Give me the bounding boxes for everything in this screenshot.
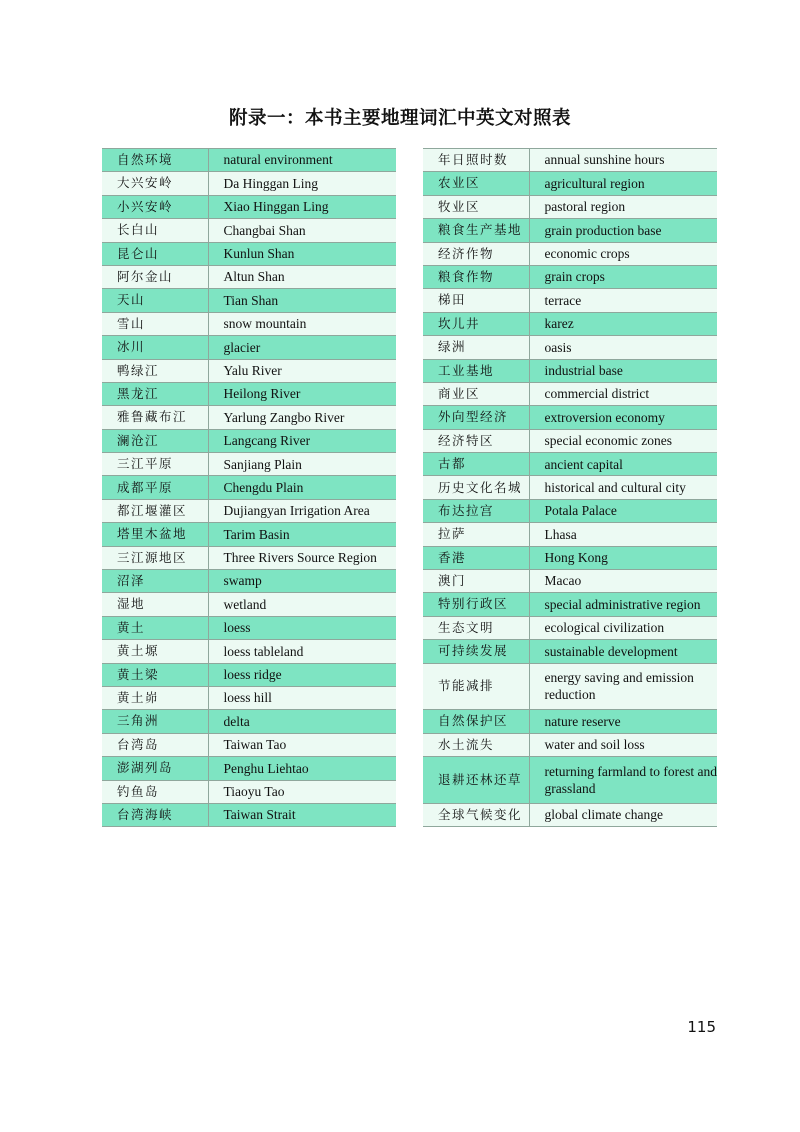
english-term: economic crops xyxy=(529,242,717,265)
glossary-row xyxy=(102,593,396,616)
chinese-term: 香港 xyxy=(423,546,529,569)
chinese-term: 黑龙江 xyxy=(102,382,208,405)
glossary-row xyxy=(423,803,717,826)
chinese-term: 农业区 xyxy=(423,172,529,195)
glossary-row xyxy=(102,429,396,452)
glossary-row xyxy=(102,172,396,195)
english-term: Tian Shan xyxy=(208,289,396,312)
english-term: Tiaoyu Tao xyxy=(208,780,396,803)
chinese-term: 黄土塬 xyxy=(102,640,208,663)
glossary-row xyxy=(423,663,717,710)
glossary-row xyxy=(102,359,396,382)
glossary-row xyxy=(102,803,396,826)
english-term: water and soil loss xyxy=(529,733,717,756)
chinese-term: 昆仑山 xyxy=(102,242,208,265)
glossary-row xyxy=(102,546,396,569)
english-term: special administrative region xyxy=(529,593,717,616)
chinese-term: 大兴安岭 xyxy=(102,172,208,195)
english-term: loess tableland xyxy=(208,640,396,663)
english-term: extroversion economy xyxy=(529,406,717,429)
chinese-term: 台湾岛 xyxy=(102,733,208,756)
english-term: annual sunshine hours xyxy=(529,149,717,172)
english-term: Dujiangyan Irrigation Area xyxy=(208,499,396,522)
english-term: grain production base xyxy=(529,219,717,242)
english-term: industrial base xyxy=(529,359,717,382)
chinese-term: 澜沧江 xyxy=(102,429,208,452)
glossary-row xyxy=(102,265,396,288)
english-term: delta xyxy=(208,710,396,733)
chinese-term: 雪山 xyxy=(102,312,208,335)
chinese-term: 雅鲁藏布江 xyxy=(102,406,208,429)
glossary-row xyxy=(423,546,717,569)
glossary-row xyxy=(423,640,717,663)
chinese-term: 小兴安岭 xyxy=(102,195,208,218)
english-term: Changbai Shan xyxy=(208,219,396,242)
chinese-term: 台湾海峡 xyxy=(102,803,208,826)
glossary-table-right xyxy=(423,148,717,827)
glossary-row xyxy=(102,780,396,803)
glossary-row xyxy=(423,523,717,546)
english-term: Taiwan Strait xyxy=(208,803,396,826)
english-term: Macao xyxy=(529,570,717,593)
glossary-row xyxy=(423,149,717,172)
english-term: nature reserve xyxy=(529,710,717,733)
chinese-term: 全球气候变化 xyxy=(423,803,529,826)
english-term: Langcang River xyxy=(208,429,396,452)
glossary-row xyxy=(423,172,717,195)
glossary-row xyxy=(102,195,396,218)
english-term: Lhasa xyxy=(529,523,717,546)
glossary-row xyxy=(423,382,717,405)
chinese-term: 自然环境 xyxy=(102,149,208,172)
chinese-term: 工业基地 xyxy=(423,359,529,382)
chinese-term: 水土流失 xyxy=(423,733,529,756)
english-term: Kunlun Shan xyxy=(208,242,396,265)
glossary-row xyxy=(102,242,396,265)
english-term: Yarlung Zangbo River xyxy=(208,406,396,429)
glossary-row xyxy=(102,733,396,756)
glossary-row xyxy=(423,336,717,359)
english-term: Altun Shan xyxy=(208,265,396,288)
chinese-term: 沼泽 xyxy=(102,570,208,593)
glossary-row xyxy=(102,149,396,172)
chinese-term: 天山 xyxy=(102,289,208,312)
chinese-term: 黄土梁 xyxy=(102,663,208,686)
english-term: Taiwan Tao xyxy=(208,733,396,756)
chinese-term: 生态文明 xyxy=(423,616,529,639)
chinese-term: 三角洲 xyxy=(102,710,208,733)
glossary-row xyxy=(102,523,396,546)
english-term: loess xyxy=(208,616,396,639)
english-term: energy saving and emission reduction xyxy=(529,663,717,710)
glossary-row xyxy=(423,312,717,335)
english-term: Potala Palace xyxy=(529,499,717,522)
chinese-term: 鸭绿江 xyxy=(102,359,208,382)
chinese-term: 特别行政区 xyxy=(423,593,529,616)
chinese-term: 黄土峁 xyxy=(102,686,208,709)
chinese-term: 三江平原 xyxy=(102,453,208,476)
chinese-term: 年日照时数 xyxy=(423,149,529,172)
chinese-term: 塔里木盆地 xyxy=(102,523,208,546)
chinese-term: 外向型经济 xyxy=(423,406,529,429)
chinese-term: 黄土 xyxy=(102,616,208,639)
english-term: natural environment xyxy=(208,149,396,172)
english-term: ecological civilization xyxy=(529,616,717,639)
chinese-term: 经济特区 xyxy=(423,429,529,452)
glossary-row xyxy=(423,219,717,242)
chinese-term: 梯田 xyxy=(423,289,529,312)
chinese-term: 牧业区 xyxy=(423,195,529,218)
english-term: pastoral region xyxy=(529,195,717,218)
glossary-row xyxy=(102,757,396,780)
glossary-row xyxy=(423,359,717,382)
glossary-row xyxy=(423,195,717,218)
glossary-table-left-body xyxy=(102,149,396,827)
english-term: Tarim Basin xyxy=(208,523,396,546)
glossary-row xyxy=(102,382,396,405)
english-term: agricultural region xyxy=(529,172,717,195)
english-term: special economic zones xyxy=(529,429,717,452)
english-term: wetland xyxy=(208,593,396,616)
english-term: ancient capital xyxy=(529,453,717,476)
english-term: commercial district xyxy=(529,382,717,405)
chinese-term: 自然保护区 xyxy=(423,710,529,733)
chinese-term: 布达拉宫 xyxy=(423,499,529,522)
page-title: 附录一：本书主要地理词汇中英文对照表 xyxy=(228,108,571,129)
glossary-row xyxy=(423,757,717,804)
glossary-row xyxy=(423,710,717,733)
chinese-term: 商业区 xyxy=(423,382,529,405)
glossary-row xyxy=(423,289,717,312)
glossary-row xyxy=(423,406,717,429)
glossary-row xyxy=(423,476,717,499)
chinese-term: 粮食生产基地 xyxy=(423,219,529,242)
chinese-term: 三江源地区 xyxy=(102,546,208,569)
glossary-row xyxy=(423,265,717,288)
glossary-row xyxy=(423,453,717,476)
glossary-row xyxy=(102,570,396,593)
chinese-term: 澎湖列岛 xyxy=(102,757,208,780)
chinese-term: 湿地 xyxy=(102,593,208,616)
chinese-term: 坎儿井 xyxy=(423,312,529,335)
english-term: Three Rivers Source Region xyxy=(208,546,396,569)
glossary-row xyxy=(102,289,396,312)
english-term: karez xyxy=(529,312,717,335)
english-term: terrace xyxy=(529,289,717,312)
glossary-row xyxy=(423,616,717,639)
english-term: Chengdu Plain xyxy=(208,476,396,499)
english-term: Yalu River xyxy=(208,359,396,382)
page-number: 115 xyxy=(687,1018,716,1036)
chinese-term: 历史文化名城 xyxy=(423,476,529,499)
chinese-term: 长白山 xyxy=(102,219,208,242)
glossary-row xyxy=(102,640,396,663)
glossary-row xyxy=(423,499,717,522)
english-term: Hong Kong xyxy=(529,546,717,569)
glossary-table-left xyxy=(102,148,396,827)
glossary-row xyxy=(102,616,396,639)
english-term: Penghu Liehtao xyxy=(208,757,396,780)
english-term: loess hill xyxy=(208,686,396,709)
glossary-row xyxy=(102,312,396,335)
english-term: returning farmland to forest and grassland xyxy=(529,757,717,804)
glossary-row xyxy=(423,242,717,265)
chinese-term: 经济作物 xyxy=(423,242,529,265)
english-term: oasis xyxy=(529,336,717,359)
chinese-term: 冰川 xyxy=(102,336,208,359)
english-term: sustainable development xyxy=(529,640,717,663)
chinese-term: 退耕还林还草 xyxy=(423,757,529,804)
english-term: snow mountain xyxy=(208,312,396,335)
glossary-row xyxy=(102,219,396,242)
english-term: loess ridge xyxy=(208,663,396,686)
english-term: Heilong River xyxy=(208,382,396,405)
chinese-term: 阿尔金山 xyxy=(102,265,208,288)
english-term: swamp xyxy=(208,570,396,593)
english-term: historical and cultural city xyxy=(529,476,717,499)
glossary-table-right-body xyxy=(423,149,717,827)
chinese-term: 澳门 xyxy=(423,570,529,593)
glossary-row xyxy=(102,686,396,709)
english-term: Da Hinggan Ling xyxy=(208,172,396,195)
glossary-row xyxy=(102,710,396,733)
chinese-term: 粮食作物 xyxy=(423,265,529,288)
glossary-row xyxy=(102,406,396,429)
english-term: global climate change xyxy=(529,803,717,826)
chinese-term: 拉萨 xyxy=(423,523,529,546)
glossary-row xyxy=(423,733,717,756)
chinese-term: 都江堰灌区 xyxy=(102,499,208,522)
chinese-term: 钓鱼岛 xyxy=(102,780,208,803)
english-term: Xiao Hinggan Ling xyxy=(208,195,396,218)
glossary-row xyxy=(423,593,717,616)
glossary-row xyxy=(102,499,396,522)
chinese-term: 古都 xyxy=(423,453,529,476)
english-term: grain crops xyxy=(529,265,717,288)
glossary-row xyxy=(102,336,396,359)
glossary-row xyxy=(423,570,717,593)
english-term: Sanjiang Plain xyxy=(208,453,396,476)
chinese-term: 绿洲 xyxy=(423,336,529,359)
english-term: glacier xyxy=(208,336,396,359)
chinese-term: 成都平原 xyxy=(102,476,208,499)
chinese-term: 可持续发展 xyxy=(423,640,529,663)
glossary-row xyxy=(102,453,396,476)
glossary-row xyxy=(102,476,396,499)
chinese-term: 节能减排 xyxy=(423,663,529,710)
glossary-row xyxy=(102,663,396,686)
glossary-row xyxy=(423,429,717,452)
